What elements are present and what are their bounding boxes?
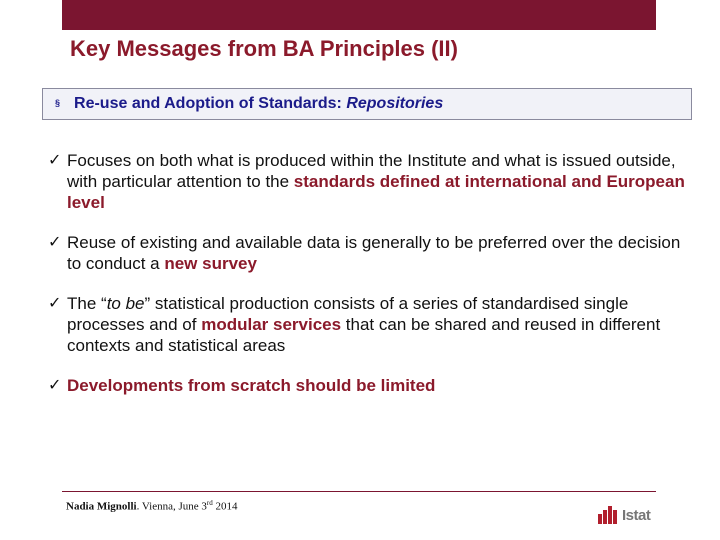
highlight-text: Developments from scratch should be limited — [67, 376, 436, 395]
slide-title: Key Messages from BA Principles (II) — [70, 36, 458, 61]
bullet-item — [48, 375, 698, 396]
highlight-text: new survey — [164, 254, 257, 273]
bullet-item: ✓ The “to be” statistical production consists of a series of standardised single processes and of modular services that can be shared and reused in different contexts and statistical areas — [48, 294, 661, 355]
footer-author: Nadia Mignolli — [66, 500, 137, 513]
section-bullet-icon: § — [55, 98, 61, 108]
subtitle-text: Re-use and Adoption of Standards: Repositories — [74, 95, 444, 112]
bullet-list — [48, 150, 698, 415]
logo-text: Istat — [622, 506, 651, 524]
checkmark-icon: ✓ — [48, 377, 62, 394]
istat-logo — [598, 505, 650, 525]
subtitle-box — [42, 88, 692, 120]
highlight-text: standards defined at international and European level — [67, 172, 685, 212]
bullet-item: ✓ Reuse of existing and available data is generally to be preferred over the decision to conduct a new survey — [48, 233, 681, 273]
checkmark-icon: ✓ — [48, 152, 62, 169]
header-bar — [62, 0, 656, 30]
footer-divider — [62, 491, 656, 492]
bullet-item: ✓ Focuses on both what is produced within the Institute and what is issued outside, with particular attention to the standards defined at international and European level — [48, 151, 685, 212]
checkmark-icon: ✓ — [48, 295, 62, 312]
istat-bars-logo-icon — [598, 506, 618, 524]
highlight-text: modular services — [201, 315, 342, 334]
subtitle-emphasis: Repositories — [346, 95, 444, 112]
footer-citation: Nadia Mignolli. Vienna, June 3rd 2014 — [66, 499, 238, 513]
italic-text: to be — [106, 294, 145, 313]
checkmark-icon: ✓ — [48, 234, 62, 251]
